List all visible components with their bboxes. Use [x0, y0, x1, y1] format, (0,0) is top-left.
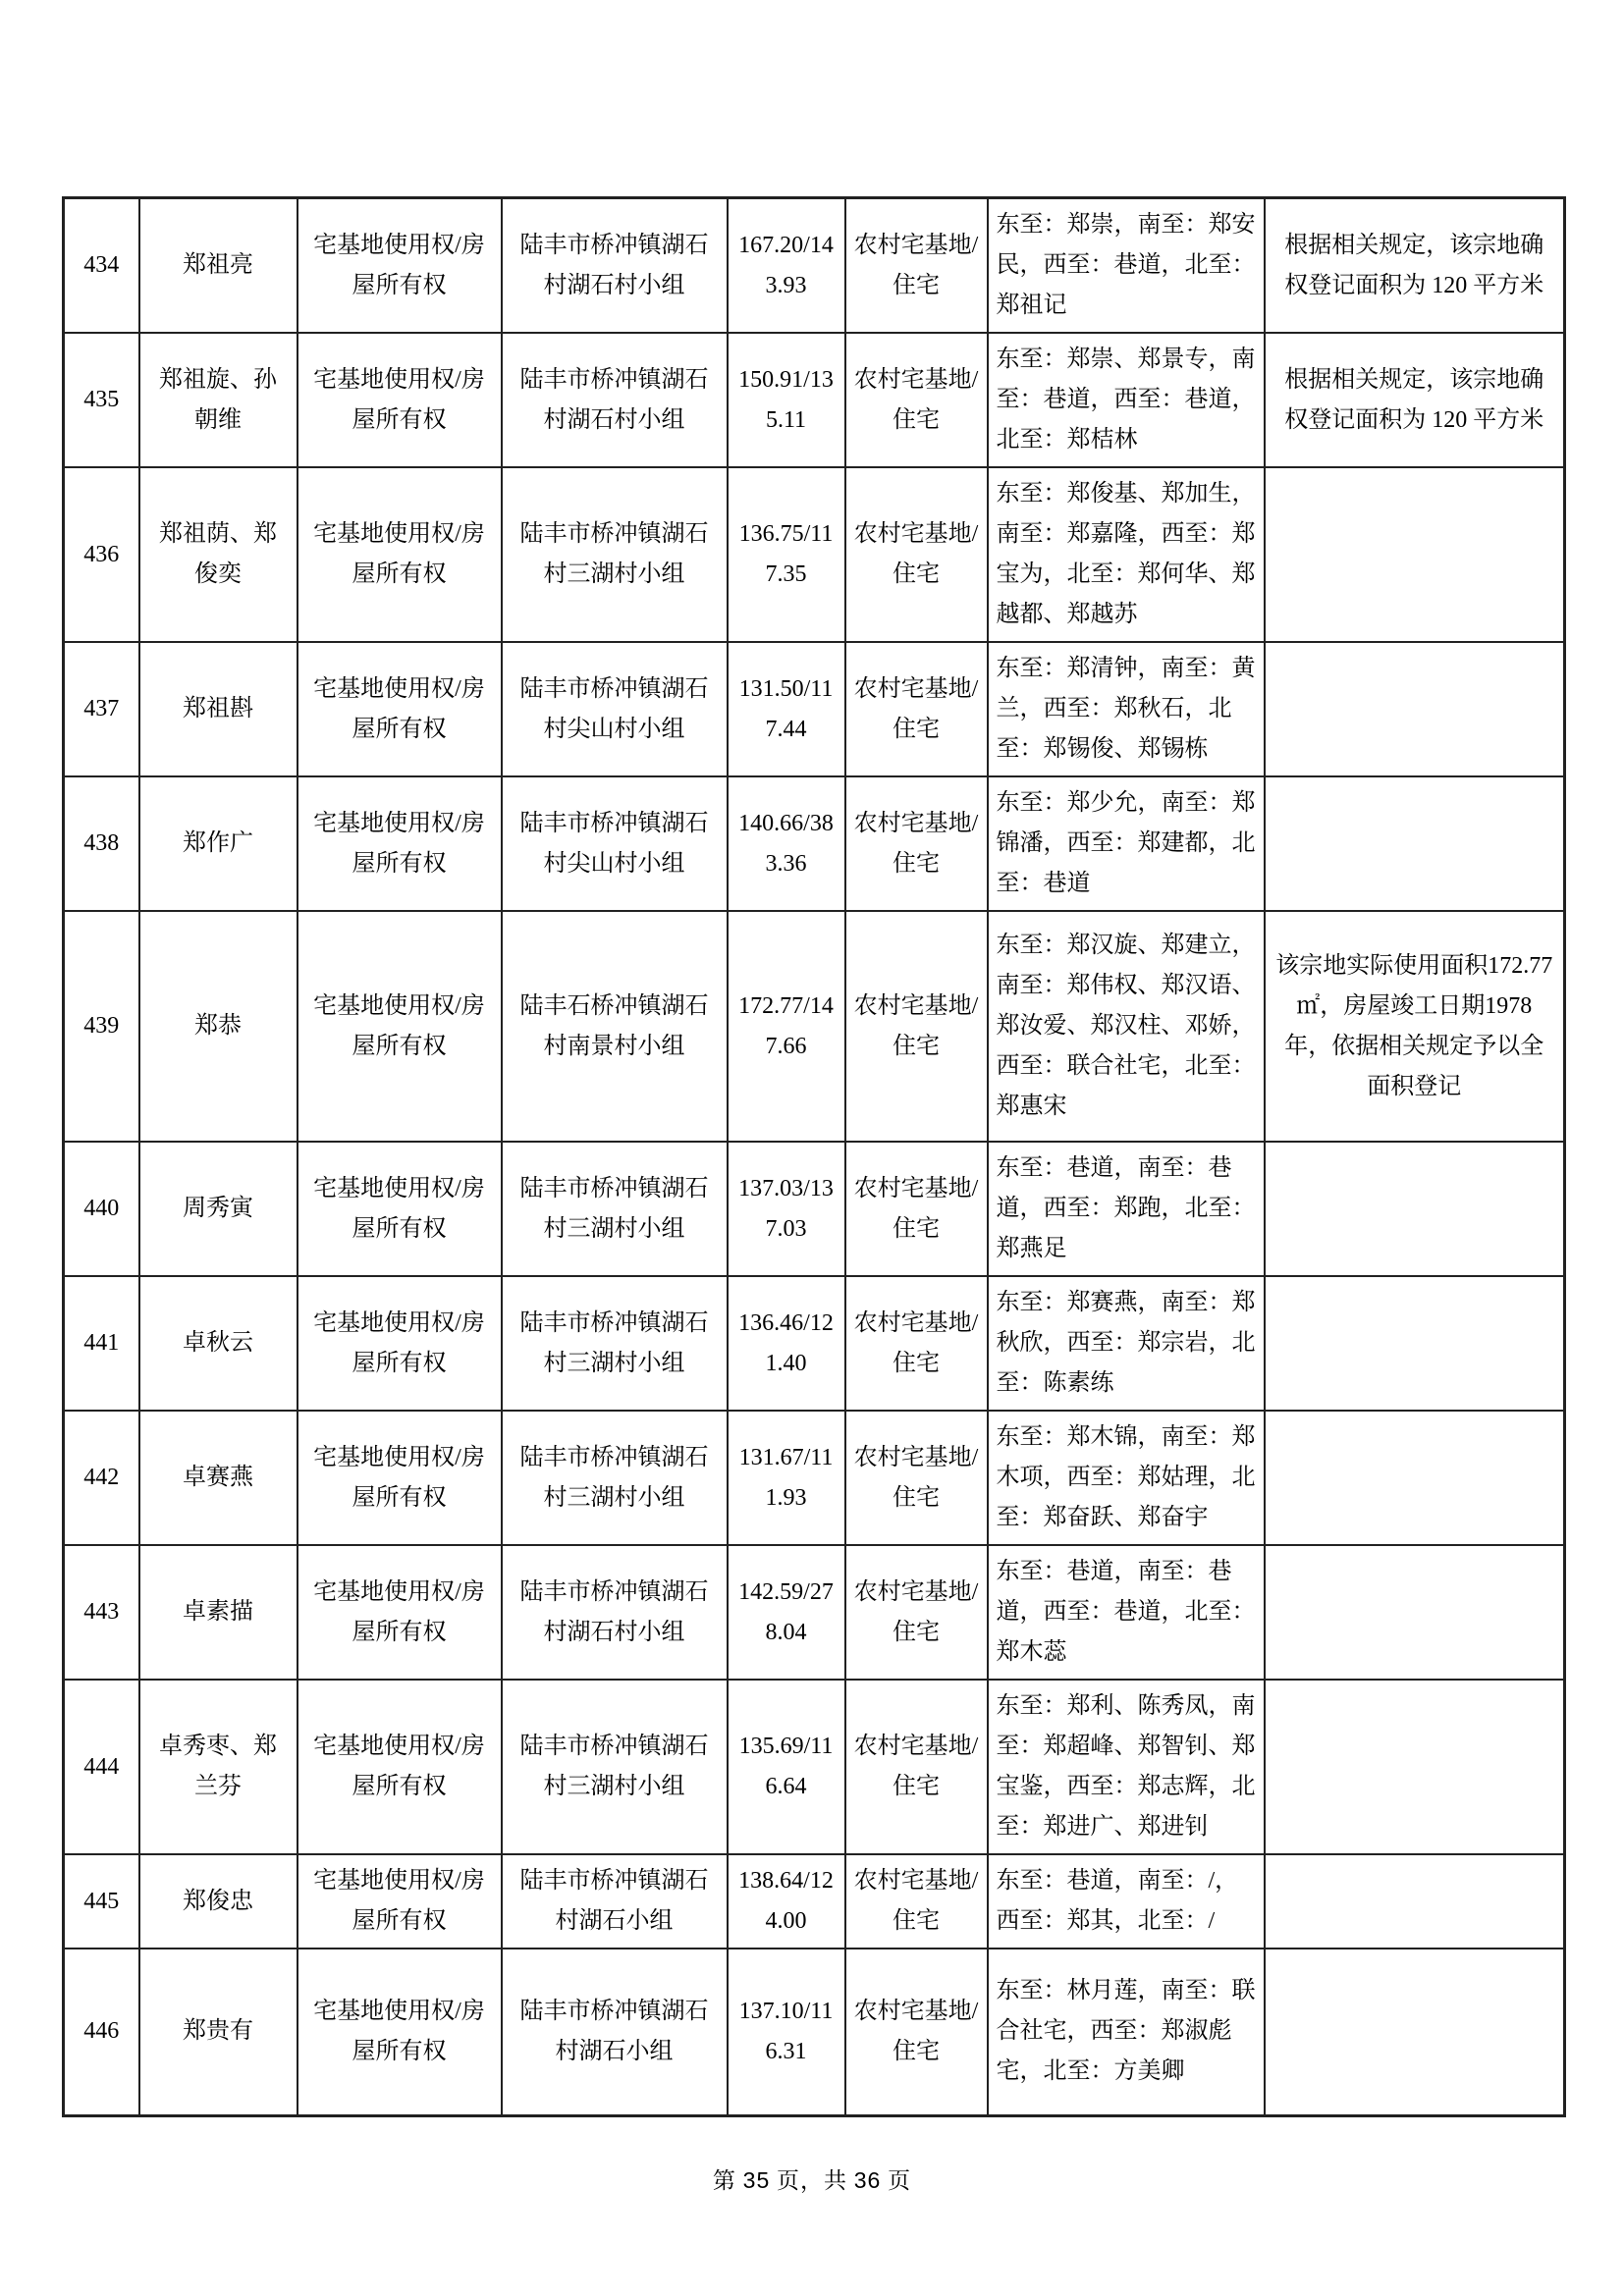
cell-location: 陆丰市桥冲镇湖石村三湖村小组 — [502, 1276, 728, 1411]
cell-area: 137.10/116.31 — [728, 1949, 845, 2115]
table-row — [64, 1142, 1565, 1276]
cell-holder-name: 郑祖斟 — [139, 642, 298, 776]
cell-rights-type: 宅基地使用权/房屋所有权 — [298, 1545, 502, 1680]
cell-remark — [1265, 776, 1565, 911]
cell-rights-type: 宅基地使用权/房屋所有权 — [298, 333, 502, 467]
cell-area: 131.67/111.93 — [728, 1411, 845, 1545]
cell-area: 172.77/147.66 — [728, 911, 845, 1142]
cell-sequence-number: 443 — [64, 1545, 139, 1680]
cell-rights-type: 宅基地使用权/房屋所有权 — [298, 776, 502, 911]
cell-boundaries: 东至：巷道，南至：巷道，西至：郑跑，北至：郑燕足 — [988, 1142, 1265, 1276]
cell-location: 陆丰市桥冲镇湖石村三湖村小组 — [502, 1680, 728, 1854]
cell-land-type: 农村宅基地/住宅 — [845, 1276, 988, 1411]
table-row — [64, 911, 1565, 1142]
cell-boundaries: 东至：郑俊基、郑加生，南至：郑嘉隆，西至：郑宝为，北至：郑何华、郑越都、郑越苏 — [988, 467, 1265, 642]
cell-land-type: 农村宅基地/住宅 — [845, 1949, 988, 2115]
cell-holder-name: 卓赛燕 — [139, 1411, 298, 1545]
table-row — [64, 1949, 1565, 2115]
cell-holder-name: 卓秋云 — [139, 1276, 298, 1411]
cell-land-type: 农村宅基地/住宅 — [845, 198, 988, 334]
cell-boundaries: 东至：林月莲，南至：联合社宅，西至：郑淑彪宅，北至：方美卿 — [988, 1949, 1265, 2115]
cell-boundaries: 东至：郑崇，南至：郑安民，西至：巷道，北至：郑祖记 — [988, 198, 1265, 334]
cell-holder-name: 卓素描 — [139, 1545, 298, 1680]
cell-land-type: 农村宅基地/住宅 — [845, 642, 988, 776]
cell-rights-type: 宅基地使用权/房屋所有权 — [298, 1276, 502, 1411]
cell-remark — [1265, 1949, 1565, 2115]
cell-area: 167.20/143.93 — [728, 198, 845, 334]
cell-remark: 根据相关规定，该宗地确权登记面积为 120 平方米 — [1265, 198, 1565, 334]
table-row — [64, 333, 1565, 467]
cell-sequence-number: 445 — [64, 1854, 139, 1949]
cell-land-type: 农村宅基地/住宅 — [845, 1680, 988, 1854]
cell-sequence-number: 441 — [64, 1276, 139, 1411]
cell-location: 陆丰市桥冲镇湖石村尖山村小组 — [502, 642, 728, 776]
cell-holder-name: 郑祖旋、孙朝维 — [139, 333, 298, 467]
cell-area: 142.59/278.04 — [728, 1545, 845, 1680]
cell-sequence-number: 440 — [64, 1142, 139, 1276]
table-row — [64, 1680, 1565, 1854]
cell-sequence-number: 437 — [64, 642, 139, 776]
cell-rights-type: 宅基地使用权/房屋所有权 — [298, 467, 502, 642]
cell-remark — [1265, 467, 1565, 642]
table-row — [64, 198, 1565, 334]
cell-sequence-number: 444 — [64, 1680, 139, 1854]
cell-area: 137.03/137.03 — [728, 1142, 845, 1276]
table-row — [64, 1276, 1565, 1411]
cell-sequence-number: 435 — [64, 333, 139, 467]
cell-remark — [1265, 642, 1565, 776]
cell-land-type: 农村宅基地/住宅 — [845, 1142, 988, 1276]
cell-boundaries: 东至：郑木锦，南至：郑木项，西至：郑姑理，北至：郑奋跃、郑奋宇 — [988, 1411, 1265, 1545]
cell-area: 136.46/121.40 — [728, 1276, 845, 1411]
cell-holder-name: 郑祖荫、郑俊奕 — [139, 467, 298, 642]
cell-remark: 根据相关规定，该宗地确权登记面积为 120 平方米 — [1265, 333, 1565, 467]
cell-area: 140.66/383.36 — [728, 776, 845, 911]
cell-location: 陆丰市桥冲镇湖石村湖石村小组 — [502, 198, 728, 334]
cell-location: 陆丰市桥冲镇湖石村尖山村小组 — [502, 776, 728, 911]
cell-boundaries: 东至：郑赛燕，南至：郑秋欣，西至：郑宗岩，北至：陈素练 — [988, 1276, 1265, 1411]
cell-rights-type: 宅基地使用权/房屋所有权 — [298, 1680, 502, 1854]
cell-remark: 该宗地实际使用面积172.77㎡，房屋竣工日期1978年，依据相关规定予以全面积登记 — [1265, 911, 1565, 1142]
footer-suffix: 页 — [881, 2168, 912, 2193]
cell-remark — [1265, 1545, 1565, 1680]
cell-land-type: 农村宅基地/住宅 — [845, 911, 988, 1142]
cell-land-type: 农村宅基地/住宅 — [845, 776, 988, 911]
cell-boundaries: 东至：巷道，南至：/，西至：郑其，北至：/ — [988, 1854, 1265, 1949]
cell-holder-name: 郑作广 — [139, 776, 298, 911]
cell-remark — [1265, 1411, 1565, 1545]
cell-sequence-number: 439 — [64, 911, 139, 1142]
cell-rights-type: 宅基地使用权/房屋所有权 — [298, 1949, 502, 2115]
cell-land-type: 农村宅基地/住宅 — [845, 1545, 988, 1680]
table-row — [64, 642, 1565, 776]
cell-location: 陆丰市桥冲镇湖石村湖石小组 — [502, 1949, 728, 2115]
footer-total-pages: 36 — [853, 2167, 882, 2193]
footer-prefix: 第 — [712, 2168, 743, 2193]
cell-holder-name: 郑祖亮 — [139, 198, 298, 334]
cell-area: 136.75/117.35 — [728, 467, 845, 642]
cell-boundaries: 东至：郑崇、郑景专，南至：巷道，西至：巷道，北至：郑桔林 — [988, 333, 1265, 467]
cell-sequence-number: 446 — [64, 1949, 139, 2115]
cell-holder-name: 郑俊忠 — [139, 1854, 298, 1949]
cell-holder-name: 郑恭 — [139, 911, 298, 1142]
cell-rights-type: 宅基地使用权/房屋所有权 — [298, 1411, 502, 1545]
cell-rights-type: 宅基地使用权/房屋所有权 — [298, 911, 502, 1142]
cell-sequence-number: 434 — [64, 198, 139, 334]
table-body — [64, 198, 1565, 2116]
cell-land-type: 农村宅基地/住宅 — [845, 467, 988, 642]
cell-sequence-number: 438 — [64, 776, 139, 911]
land-registration-table — [62, 196, 1566, 2117]
cell-rights-type: 宅基地使用权/房屋所有权 — [298, 198, 502, 334]
cell-sequence-number: 442 — [64, 1411, 139, 1545]
cell-remark — [1265, 1854, 1565, 1949]
cell-remark — [1265, 1680, 1565, 1854]
footer-page-number: 35 — [742, 2167, 771, 2193]
page-footer — [0, 2163, 1624, 2195]
cell-holder-name: 郑贵有 — [139, 1949, 298, 2115]
cell-area: 150.91/135.11 — [728, 333, 845, 467]
cell-area: 131.50/117.44 — [728, 642, 845, 776]
table-row — [64, 1545, 1565, 1680]
cell-location: 陆丰市桥冲镇湖石村湖石村小组 — [502, 333, 728, 467]
cell-location: 陆丰市桥冲镇湖石村三湖村小组 — [502, 1411, 728, 1545]
cell-boundaries: 东至：郑清钟，南至：黄兰，西至：郑秋石，北至：郑锡俊、郑锡栋 — [988, 642, 1265, 776]
cell-sequence-number: 436 — [64, 467, 139, 642]
cell-land-type: 农村宅基地/住宅 — [845, 1411, 988, 1545]
cell-land-type: 农村宅基地/住宅 — [845, 333, 988, 467]
table-row — [64, 1411, 1565, 1545]
cell-remark — [1265, 1142, 1565, 1276]
cell-area: 138.64/124.00 — [728, 1854, 845, 1949]
cell-boundaries: 东至：巷道，南至：巷道，西至：巷道，北至：郑木蕊 — [988, 1545, 1265, 1680]
cell-location: 陆丰市桥冲镇湖石村湖石村小组 — [502, 1545, 728, 1680]
cell-boundaries: 东至：郑汉旋、郑建立，南至：郑伟权、郑汉语、郑汝爱、郑汉柱、邓娇，西至：联合社宅，北至：郑惠宋 — [988, 911, 1265, 1142]
table-row — [64, 776, 1565, 911]
cell-location: 陆丰市桥冲镇湖石村湖石小组 — [502, 1854, 728, 1949]
cell-rights-type: 宅基地使用权/房屋所有权 — [298, 1142, 502, 1276]
cell-location: 陆丰市桥冲镇湖石村三湖村小组 — [502, 1142, 728, 1276]
cell-land-type: 农村宅基地/住宅 — [845, 1854, 988, 1949]
cell-location: 陆丰市桥冲镇湖石村三湖村小组 — [502, 467, 728, 642]
cell-rights-type: 宅基地使用权/房屋所有权 — [298, 642, 502, 776]
cell-holder-name: 周秀寅 — [139, 1142, 298, 1276]
cell-boundaries: 东至：郑利、陈秀凤，南至：郑超峰、郑智钊、郑宝鉴，西至：郑志辉，北至：郑进广、郑进钊 — [988, 1680, 1265, 1854]
footer-middle: 页，共 — [770, 2168, 854, 2193]
table-row — [64, 1854, 1565, 1949]
cell-remark — [1265, 1276, 1565, 1411]
cell-area: 135.69/116.64 — [728, 1680, 845, 1854]
table-row — [64, 467, 1565, 642]
cell-rights-type: 宅基地使用权/房屋所有权 — [298, 1854, 502, 1949]
cell-location: 陆丰石桥冲镇湖石村南景村小组 — [502, 911, 728, 1142]
cell-holder-name: 卓秀枣、郑兰芬 — [139, 1680, 298, 1854]
cell-boundaries: 东至：郑少允，南至：郑锦潘，西至：郑建都，北至：巷道 — [988, 776, 1265, 911]
